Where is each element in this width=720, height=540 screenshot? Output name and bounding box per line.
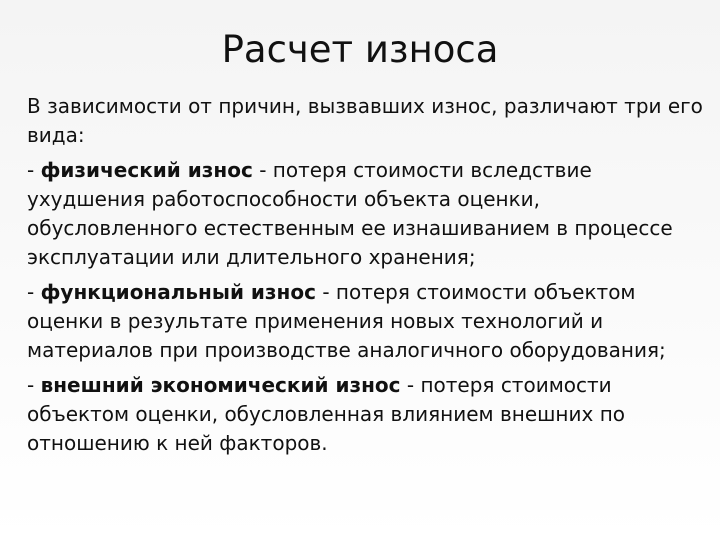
list-item-prefix: -: [27, 280, 41, 304]
list-item-term: физический износ: [40, 158, 253, 182]
list-item-definition: - потеря стоимости вследствие ухудшения работоспособности объекта оценки, обусловленного естественным ее изнашиванием в процессе эксплуатации или длительного хранения;: [27, 158, 673, 269]
list-item-term: внешний экономический износ: [40, 373, 401, 397]
list-item-external-wear: [27, 371, 703, 458]
list-item-prefix: -: [27, 373, 41, 397]
list-item-term: функциональный износ: [40, 280, 316, 304]
list-item-definition: - потеря стоимости объектом оценки в результате применения новых технологий и материалов при производстве аналогичного оборудования;: [27, 280, 666, 362]
list-item-functional-wear: [27, 278, 703, 365]
list-item-definition: - потеря стоимости объектом оценки, обусловленная влиянием внешних по отношению к ней факторов.: [27, 373, 626, 455]
list-item-physical-wear: [27, 156, 703, 272]
intro-paragraph: В зависимости от причин, вызвавших износ, различают три его вида:: [27, 94, 703, 147]
slide-body: [27, 92, 703, 464]
list-item-prefix: -: [27, 158, 41, 182]
slide-title: Расчет износа: [221, 28, 499, 71]
